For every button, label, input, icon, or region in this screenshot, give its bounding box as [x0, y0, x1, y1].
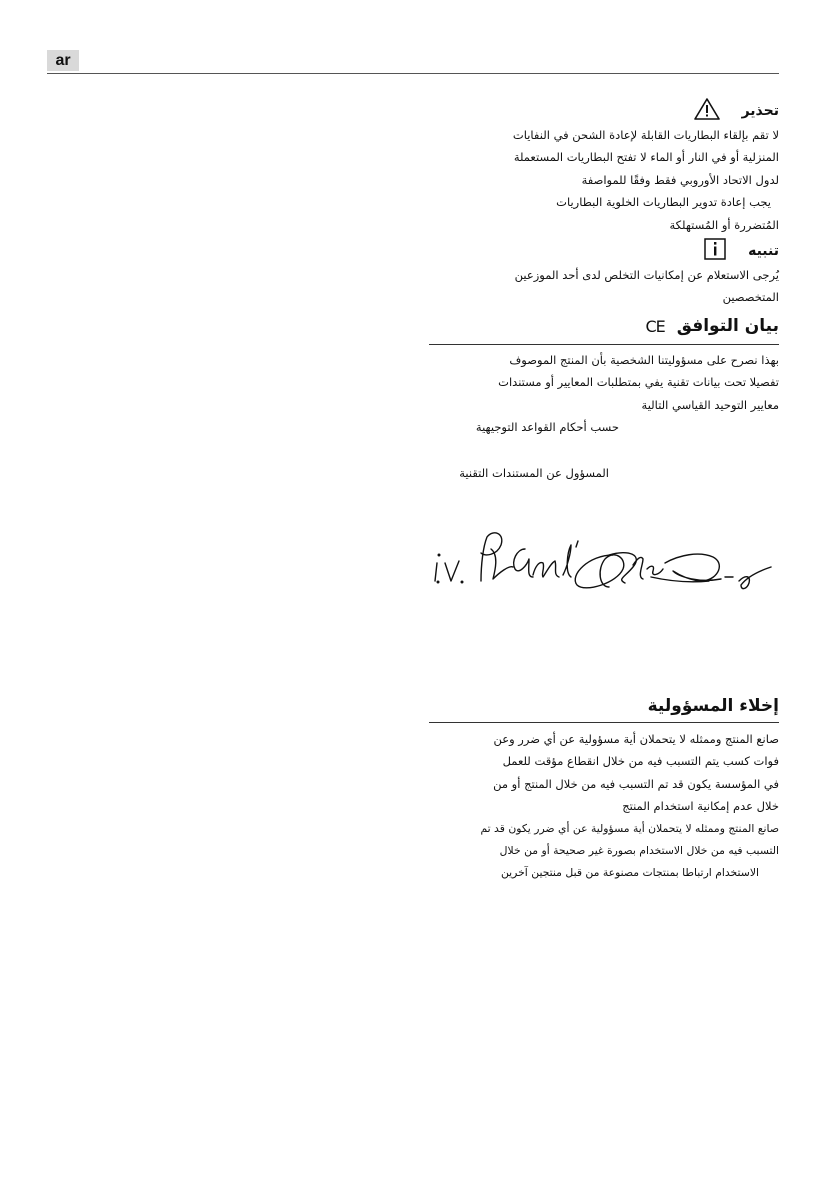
- warning-section: [429, 98, 779, 309]
- note-header: [429, 238, 779, 264]
- warning-line: لدول الاتحاد الأوروبي فقط وفقًا للمواصفة: [581, 172, 779, 187]
- language-tag: ar: [47, 50, 79, 71]
- warning-line: يجب إعادة تدوير البطاريات الخلوية البطاريات: [556, 195, 771, 210]
- conformity-line: تفصيلا تحت بيانات تقنية يفي بمتطلبات المعايير أو مستندات: [498, 375, 779, 390]
- note-line: يُرجى الاستعلام عن إمكانيات التخلص لدى أحد الموزعين: [514, 268, 779, 283]
- disclaimer-line: الاستخدام ارتباطا بمنتجات مصنوعة من قبل منتجين آخرين: [500, 866, 759, 880]
- conformity-line: بهذا نصرح على مسؤوليتنا الشخصية بأن المنتج الموصوف: [509, 353, 779, 367]
- disclaimer-body: [429, 728, 779, 885]
- ce-mark-icon: CE: [645, 316, 665, 336]
- disclaimer-divider: [429, 722, 779, 723]
- warning-line: المنزلية أو في النار أو الماء لا تفتح البطاريات المستعملة: [513, 150, 779, 165]
- warning-header: [429, 98, 779, 124]
- disclaimer-line: صانع المنتج وممثله لا يتحملان أية مسؤولية عن أي ضرر وعن: [493, 732, 779, 746]
- conformity-body: [429, 349, 779, 484]
- conformity-section: [429, 312, 779, 340]
- warning-triangle-icon: [694, 97, 720, 125]
- note-line: المتخصصين: [722, 290, 779, 305]
- technical-docs-responsible: المسؤول عن المستندات التقنية: [459, 465, 609, 480]
- disclaimer-section: [429, 692, 779, 720]
- disclaimer-line: صانع المنتج وممثله لا يتحملان أية مسؤولية عن أي ضرر يكون قد تم: [480, 821, 779, 835]
- disclaimer-line: في المؤسسة يكون قد تم التسبب فيه من خلال المنتج أو من: [493, 776, 779, 791]
- warning-line: المُتضررة أو المُستهلكة: [669, 217, 779, 232]
- note-label: تنبيه: [748, 243, 779, 260]
- handwritten-signature: [429, 525, 779, 620]
- disclaimer-title: إخلاء المسؤولية: [647, 696, 779, 716]
- disclaimer-line: التسبب فيه من خلال الاستخدام بصورة غير صحيحة أو من خلال: [499, 844, 779, 858]
- conformity-line: معايير التوحيد القياسي التالية: [641, 397, 779, 412]
- conformity-title: بيان التوافق: [676, 316, 779, 336]
- header-divider: [47, 73, 779, 74]
- disclaimer-line: فوات كسب يتم التسبب فيه من خلال انقطاع مؤقت للعمل: [502, 754, 779, 769]
- conformity-line: حسب أحكام القواعد التوجيهية: [475, 420, 619, 435]
- warning-label: تحذير: [741, 103, 779, 119]
- disclaimer-line: خلال عدم إمكانية استخدام المنتج: [622, 799, 779, 814]
- warning-line: لا تقم بإلقاء البطاريات القابلة لإعادة الشحن في النفايات: [512, 128, 779, 142]
- conformity-divider: [429, 344, 779, 345]
- info-icon: [704, 238, 726, 264]
- conformity-header: [429, 312, 779, 340]
